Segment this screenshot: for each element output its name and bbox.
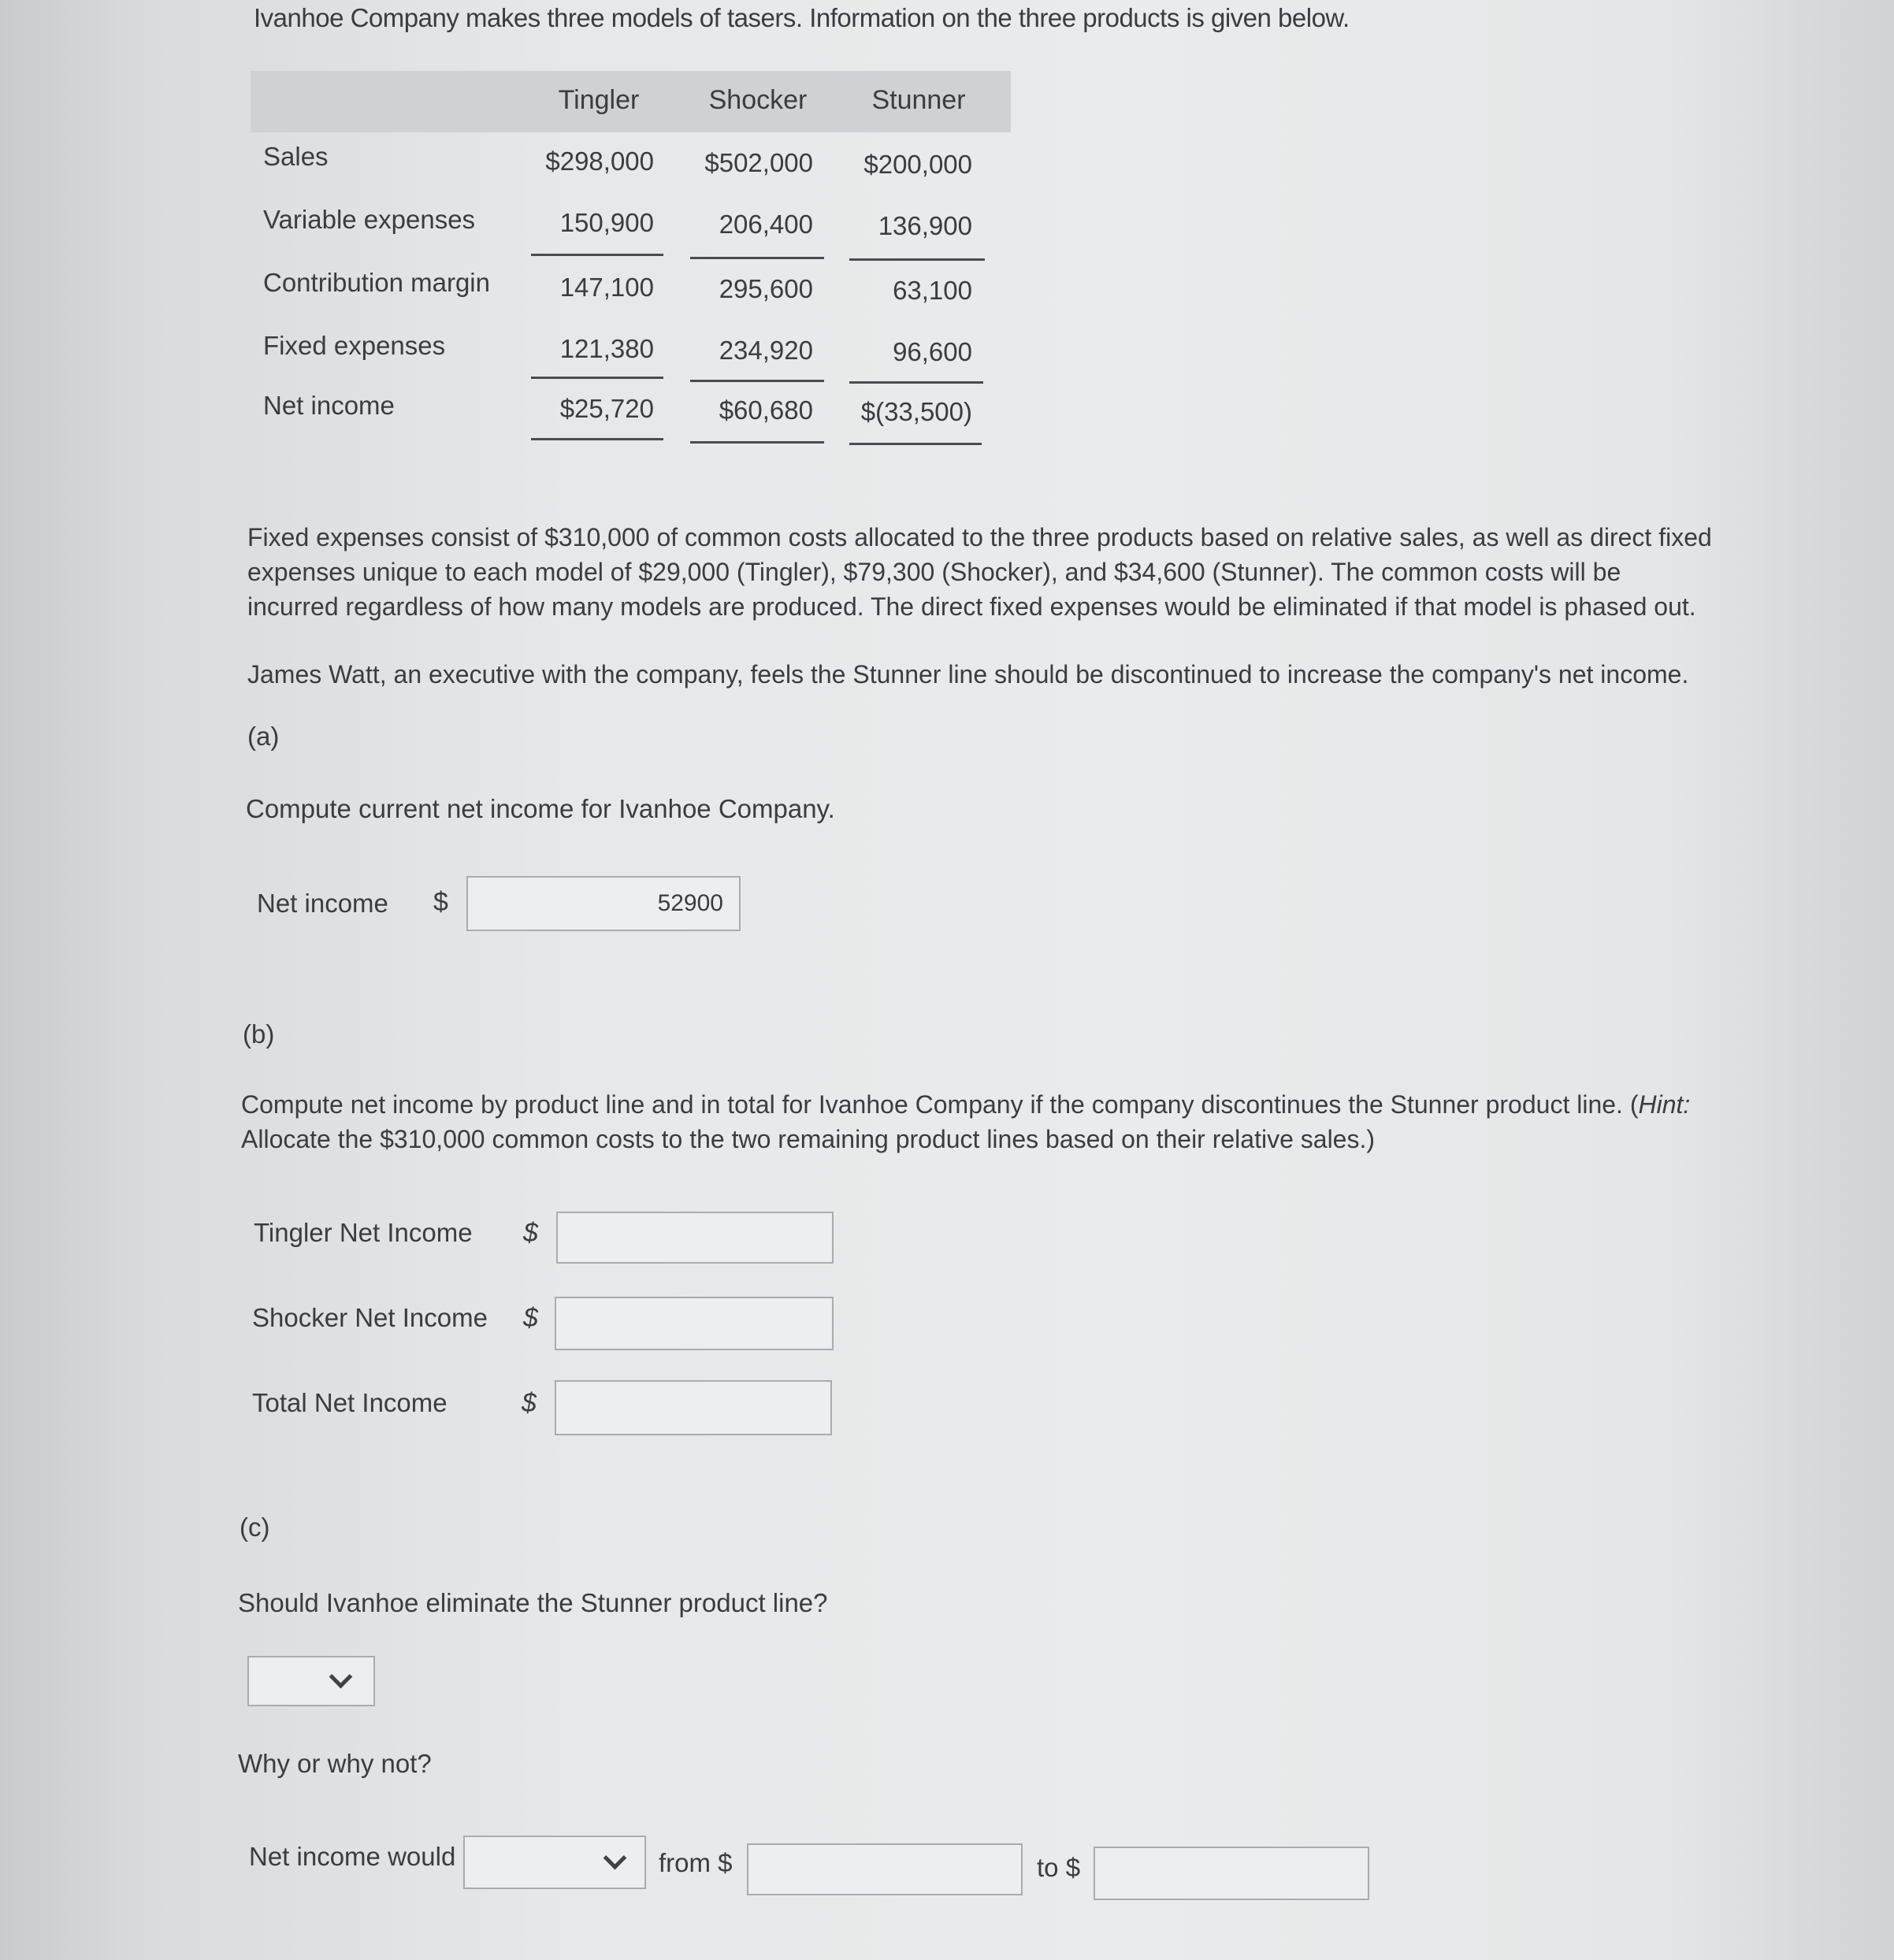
to-amount-input[interactable] (1094, 1847, 1369, 1900)
chevron-down-icon (603, 1847, 627, 1870)
column-header-shocker: Shocker (708, 85, 808, 115)
shocker-currency: $ (523, 1303, 538, 1333)
part-a-net-income-label: Net income (257, 889, 388, 918)
intro-text: Ivanhoe Company makes three models of tasers. Information on the three products is given below. (254, 3, 1350, 32)
row-label-fixed-expenses: Fixed expenses (263, 331, 446, 360)
cell-fixed-tingler: 121,380 (559, 334, 654, 363)
total-currency: $ (522, 1388, 537, 1418)
cell-contribution-tingler: 147,100 (559, 273, 654, 302)
eliminate-stunner-select[interactable] (247, 1656, 375, 1706)
part-b-question-hint: Hint: (1638, 1090, 1691, 1119)
underline-fixed-stunner (849, 381, 983, 384)
tingler-net-income-input[interactable] (556, 1212, 834, 1264)
tingler-net-income-label: Tingler Net Income (254, 1218, 473, 1247)
cell-sales-tingler: $298,000 (545, 147, 654, 176)
underline-net-stunner (849, 443, 982, 445)
from-amount-input[interactable] (747, 1843, 1023, 1895)
underline-fixed-shocker (690, 380, 824, 382)
fixed-expense-note: Fixed expenses consist of $310,000 of common costs allocated to the three products based on relative sales, as well as direct fixed expenses unique to each model of $29,000 (Tingler), $79,300 (Shocker), and $34,600 (Stunner). The common costs will be incurred regardless of how many models are produced. The direct fixed expenses would be eliminated if that model is phased out. (247, 523, 1712, 621)
total-net-income-label: Total Net Income (252, 1388, 448, 1417)
shocker-net-income-label: Shocker Net Income (252, 1303, 488, 1332)
to-label: to $ (1037, 1853, 1081, 1882)
row-label-contribution-margin: Contribution margin (263, 268, 490, 297)
underline-net-tingler (531, 438, 663, 440)
cell-net-tingler: $25,720 (559, 394, 654, 423)
net-income-direction-select[interactable] (463, 1836, 646, 1889)
part-a-question: Compute current net income for Ivanhoe Company. (246, 794, 835, 823)
underline-variable-shocker (690, 257, 824, 259)
part-a-currency: $ (433, 887, 448, 917)
column-header-tingler: Tingler (558, 85, 640, 115)
why-or-why-not-label: Why or why not? (238, 1749, 432, 1778)
from-label: from $ (659, 1848, 733, 1877)
part-c-question: Should Ivanhoe eliminate the Stunner product line? (238, 1588, 828, 1617)
cell-net-stunner: $(33,500) (860, 397, 972, 426)
cell-variable-tingler: 150,900 (559, 208, 654, 237)
part-a-tag: (a) (247, 722, 280, 751)
cell-contribution-stunner: 63,100 (893, 276, 972, 305)
net-income-would-label: Net income would (249, 1842, 456, 1871)
cell-variable-shocker: 206,400 (719, 210, 813, 239)
underline-variable-tingler (531, 254, 663, 256)
underline-fixed-tingler (531, 377, 663, 379)
part-b-question-main: Compute net income by product line and in total for Ivanhoe Company if the company discontinues the Stunner product line. ( (241, 1090, 1639, 1119)
cell-sales-shocker: $502,000 (704, 148, 813, 177)
part-b-question-tail: Allocate the $310,000 common costs to the two remaining product lines based on their relative sales.) (241, 1125, 1376, 1153)
cell-fixed-stunner: 96,600 (893, 337, 972, 366)
part-a-net-income-input[interactable] (466, 876, 741, 931)
row-label-net-income: Net income (263, 391, 395, 420)
cell-sales-stunner: $200,000 (863, 150, 972, 179)
shocker-net-income-input[interactable] (555, 1297, 834, 1350)
part-b-question (241, 1087, 1722, 1156)
cell-fixed-shocker: 234,920 (719, 336, 813, 365)
part-b-tag: (b) (243, 1019, 275, 1049)
watt-note: James Watt, an executive with the company, feels the Stunner line should be discontinued to increase the company's net income. (247, 660, 1689, 689)
underline-net-shocker (690, 441, 824, 444)
total-net-income-input[interactable] (555, 1380, 832, 1435)
chevron-down-icon (329, 1665, 353, 1689)
cell-net-shocker: $60,680 (719, 395, 813, 425)
underline-variable-stunner (849, 258, 985, 261)
tingler-currency: $ (523, 1218, 538, 1248)
part-c-tag: (c) (240, 1513, 270, 1542)
cell-contribution-shocker: 295,600 (719, 274, 813, 303)
row-label-variable-expenses: Variable expenses (263, 205, 476, 234)
cell-variable-stunner: 136,900 (878, 211, 972, 240)
row-label-sales: Sales (263, 142, 329, 171)
column-header-stunner: Stunner (871, 85, 966, 115)
